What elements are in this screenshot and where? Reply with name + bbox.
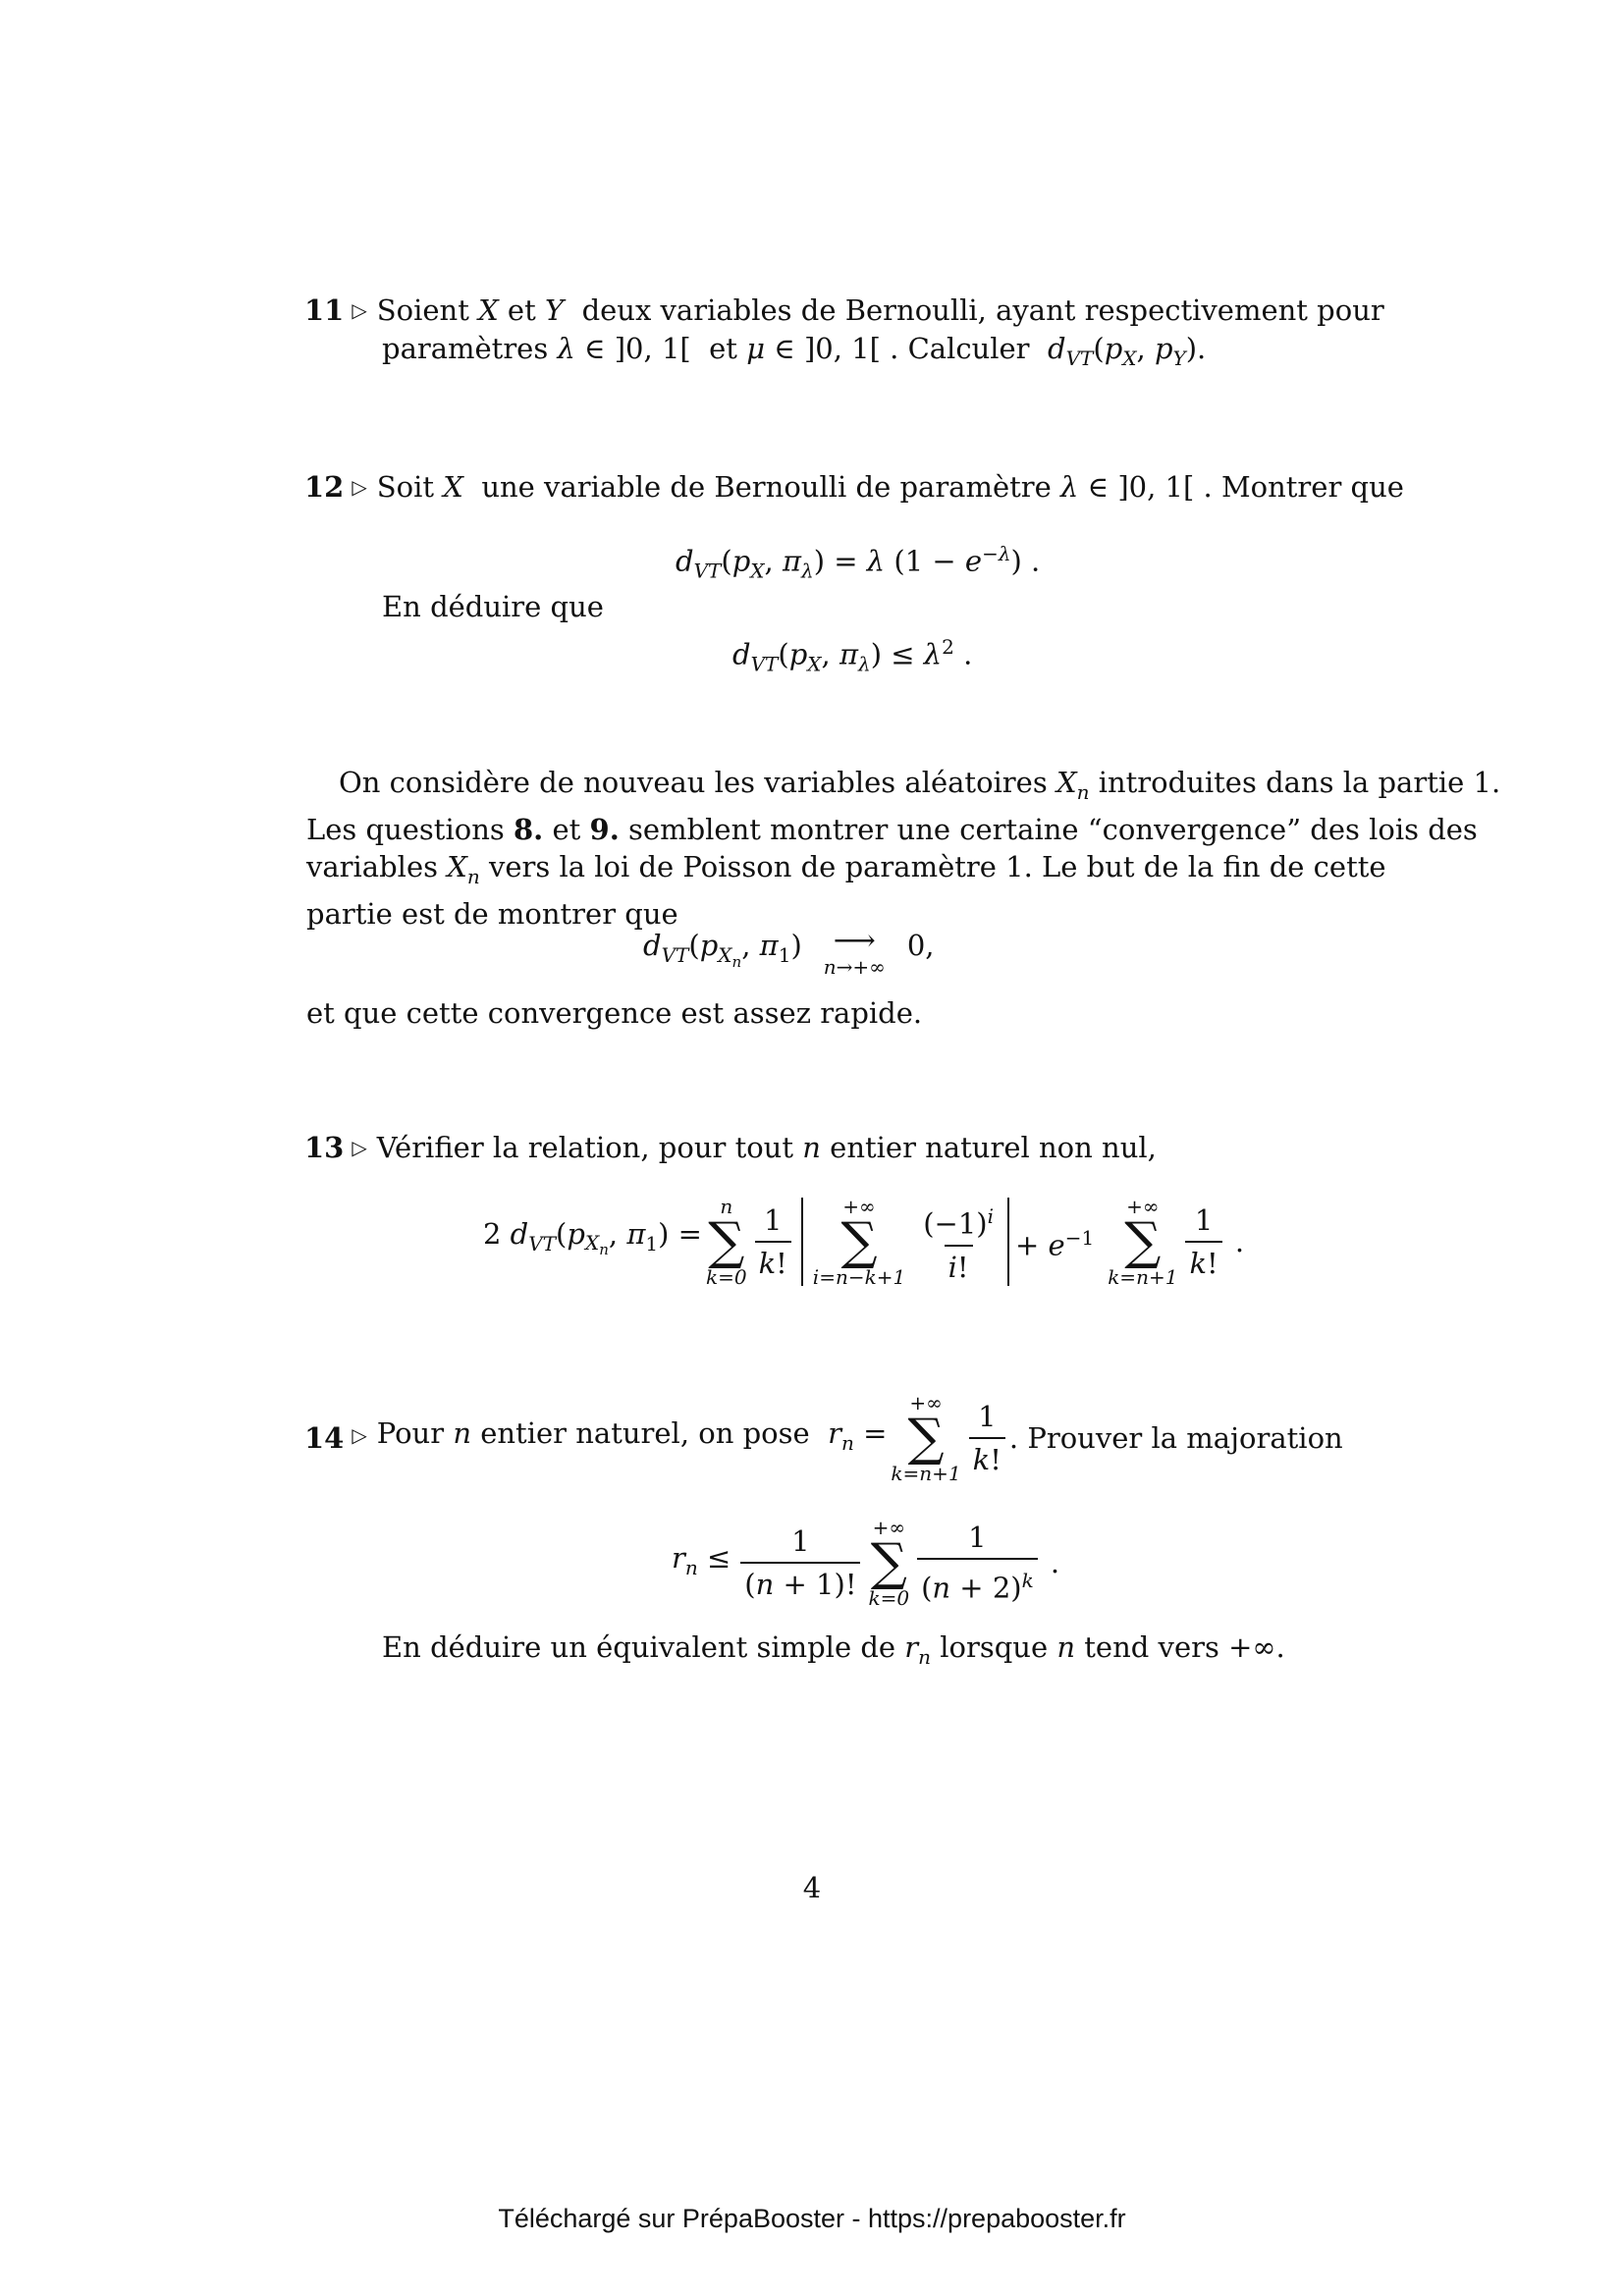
triangle-marker-icon: ▷ [352,298,367,322]
formula-13: 2 $d_{VT}(p_{X_n}$, $\pi_1$) = n ∑ k=0 $\frac{1}{k!}$ +∞ ∑ i=n−k+1 $\frac{(-1)^i}{i!}$ + $e^{-1}$ +∞ ∑ k=n+1 $\frac{1}{k!}$ . [483,1195,1245,1289]
triangle-marker-icon: ▷ [352,475,367,499]
question-number: 11 [304,294,345,327]
question-number: 14 [304,1421,345,1455]
deduce-text: En déduire que [382,590,604,623]
triangle-marker-icon: ▷ [352,1423,367,1447]
formula-12b: $d_{VT}(p_X$, $\pi_\lambda) \le \lambda^2$ . [732,635,973,676]
question-13: 13 ▷ Vérifier la relation, pour tout n entier naturel non nul, [304,1131,1157,1164]
convergence-formula: $d_{VT}(p_{X_n}$, $\pi_1$) ⟶ n→+∞ 0, [643,924,935,979]
question-11-line-2: paramètres λ ∈ ]0, 1[ et μ ∈ ]0, 1[ . Calculer $d_{VT}(p_X$, $p_Y$). [382,332,1207,370]
question-number: 13 [304,1131,345,1164]
triangle-marker-icon: ▷ [352,1136,367,1159]
question-11: 11 ▷ Soient X et Y deux variables de Bernoulli, ayant respectivement pour [304,294,1384,327]
question-14-conclusion: En déduire un équivalent simple de $r_n$ lorsque n tend vers +∞. [382,1630,1285,1669]
page-number: 4 [802,1871,822,1904]
question-12: 12 ▷ Soit X une variable de Bernoulli de paramètre λ ∈ ]0, 1[ . Montrer que [304,470,1404,504]
question-14: 14 ▷ Pour n entier naturel, on pose $r_n$ = +∞ ∑ k=n+1 $\frac{1}{k!}$ . Prouver la majoration [304,1391,1343,1485]
formula-12a: $d_{VT}(p_X$, $\pi_\lambda) = \lambda$ $(1 - e^{-\lambda})$ . [676,542,1041,583]
question-number: 12 [304,470,345,504]
context-paragraph: On considère de nouveau les variables aléatoires $X_n$ introduites dans la partie 1. Les questions 8. et 9. semblent montrer une certaine “convergence” des lois des variables $X_n$ vers la loi de Poisson de paramètre 1. Le but de la fin de cette partie est de montrer que [306,766,1501,931]
formula-14: $r_n$ ≤ $\frac{1}{(n + 1)!}$ +∞ ∑ k=0 $\frac{1}{(n + 2)^k}$ . [672,1516,1060,1610]
context-conclusion: et que cette convergence est assez rapide. [306,996,923,1030]
footer-text: Téléchargé sur PrépaBooster - https://prepabooster.fr [498,2204,1126,2233]
q14-intro-after: . Prouver la majoration [1008,1421,1343,1455]
